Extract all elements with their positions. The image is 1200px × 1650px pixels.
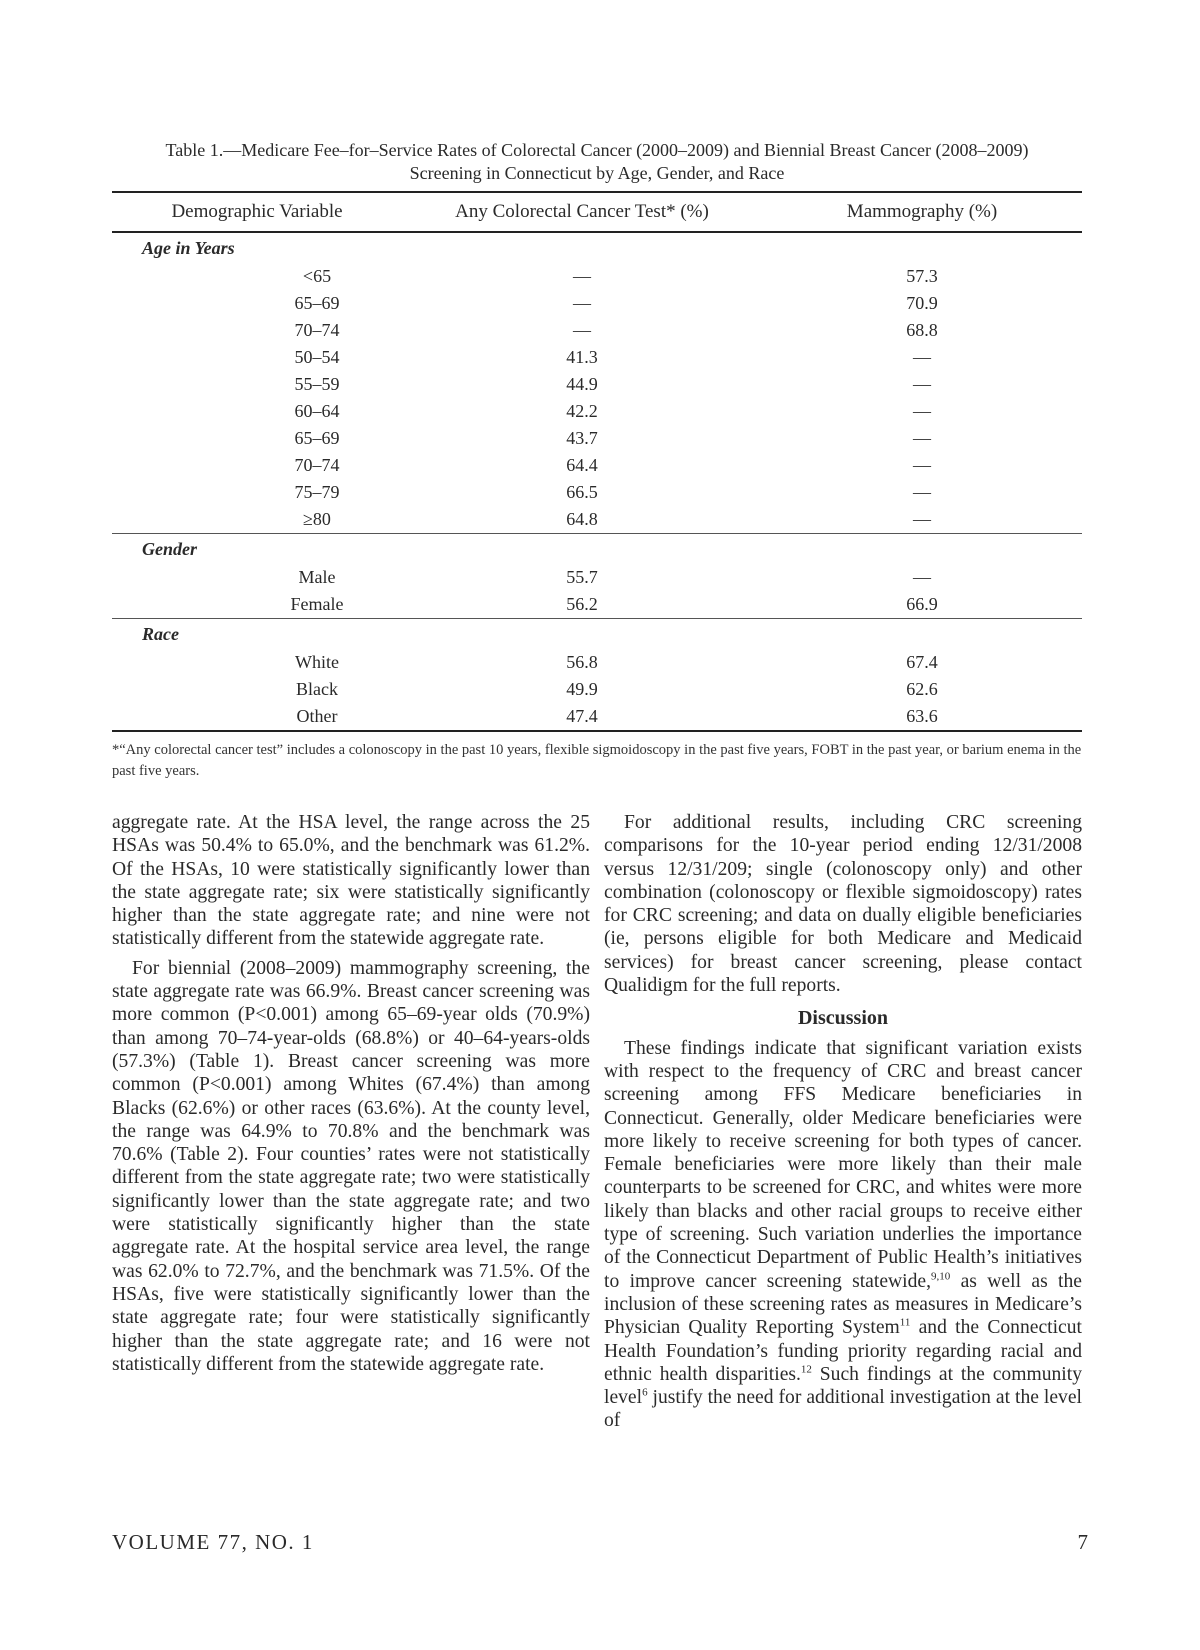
- citation: 6: [642, 1386, 648, 1399]
- colorectal-cell: 47.4: [402, 703, 762, 731]
- caption-line-2: Screening in Connecticut by Age, Gender, and Race: [409, 163, 785, 183]
- table-row: [112, 564, 1082, 591]
- mammography-cell: 70.9: [906, 293, 938, 313]
- mammography-cell: 67.4: [906, 652, 938, 672]
- table-row: [112, 317, 1082, 344]
- table-row: [112, 290, 1082, 317]
- header-colorectal: Any Colorectal Cancer Test* (%): [402, 192, 762, 232]
- mammography-cell: —: [913, 347, 931, 367]
- demographic-cell: 55–59: [294, 374, 340, 394]
- discussion-heading: Discussion: [797, 1007, 889, 1030]
- left-paragraph-1: aggregate rate. At the HSA level, the range across the 25 HSAs was 50.4% to 65.0%, and the benchmark was 61.2%. Of the HSAs, 10 were statistically significantly lower than the state aggregate rate; six were statistically significantly higher than the state aggregate rate; and nine were not statistically different from the statewide aggregate rate.: [112, 812, 590, 950]
- right-paragraph-2: [604, 1037, 1082, 1433]
- citation: 12: [800, 1363, 812, 1376]
- table-row: [112, 398, 1082, 425]
- mammography-cell: 63.6: [762, 703, 1082, 731]
- group-label: Gender: [112, 534, 1082, 565]
- text-span: These findings indicate that significant variation exists with respect to the frequency of CRC and breast cancer screening among FFS Medicare beneficiaries in Connecticut. Generally, older Medicare beneficiaries were more likely to receive screening for both types of cancer. Female beneficiaries were more likely than their male counterparts to be screened for CRC, and whites were more likely than blacks and other racial groups to receive either type of screening. Such variation underlies the importance of the Connecticut Department of Public Health’s initiatives to improve cancer screening statewide,: [604, 1037, 1082, 1292]
- demographic-cell: <65: [302, 266, 332, 286]
- colorectal-cell: 41.3: [566, 347, 598, 367]
- demographic-cell: Male: [298, 567, 336, 587]
- table-group-row: [112, 232, 1082, 263]
- text-span: Such findings at the community level: [604, 1363, 1082, 1409]
- mammography-cell: 62.6: [906, 679, 938, 699]
- colorectal-cell: 43.7: [566, 428, 598, 448]
- table-row: [112, 703, 1082, 731]
- demographic-cell: Female: [290, 594, 344, 614]
- demographic-cell: 70–74: [294, 455, 340, 475]
- mammography-cell: —: [913, 455, 931, 475]
- group-label: Age in Years: [142, 238, 235, 258]
- data-table: [112, 191, 1082, 732]
- colorectal-cell: 42.2: [566, 401, 598, 421]
- demographic-cell: 65–69: [294, 293, 340, 313]
- table-block: [112, 139, 1082, 782]
- colorectal-cell: 64.8: [566, 509, 598, 529]
- mammography-cell: —: [913, 428, 931, 448]
- mammography-cell: 66.9: [906, 594, 938, 614]
- page-number: 7: [1077, 1530, 1088, 1554]
- colorectal-cell: 66.5: [566, 482, 598, 502]
- colorectal-cell: —: [573, 320, 591, 340]
- table-row: [112, 263, 1082, 290]
- text-span: and the Connecticut Health Foundation’s funding priority regarding racial and ethnic health disparities.: [604, 1317, 1082, 1385]
- colorectal-cell: —: [573, 293, 591, 313]
- demographic-cell: 60–64: [294, 401, 340, 421]
- text-span: as well as the inclusion of these screening rates as measures in Medicare’s Physician Quality Reporting System: [604, 1270, 1082, 1339]
- right-paragraph-1: For additional results, including CRC screening comparisons for the 10-year period ending 12/31/2008 versus 12/31/209; single (colonoscopy only) and other combination (colonoscopy or flexible sigmoidoscopy) rates for CRC screening; and data on dually eligible beneficiaries (ie, persons eligible for both Medicare and Medicaid services) for breast cancer screening, please contact Qualidigm for the full reports.: [604, 812, 1082, 997]
- table-row: [112, 591, 1082, 619]
- mammography-cell: 68.8: [906, 320, 938, 340]
- demographic-cell: 70–74: [294, 320, 340, 340]
- colorectal-cell: —: [573, 266, 591, 286]
- colorectal-cell: 55.7: [566, 567, 598, 587]
- left-paragraph-2: For biennial (2008–2009) mammography screening, the state aggregate rate was 66.9%. Breast cancer screening was more common (P<0.001) among 65–69-year olds (70.9%) than among 70–74-year-olds (68.8%) or 40–64-years-olds (57.3%) (Table 1). Breast cancer screening was more common (P<0.001) among Whites (67.4%) than among Blacks (62.6%) or other races (63.6%). At the county level, the range was 64.9% to 70.8% and the benchmark was 70.6% (Table 2). Four counties’ rates were not statistically different from the state aggregate rate; two were statistically significantly lower than the state aggregate rate; and two were statistically significantly higher than the state aggregate rate. At the hospital service area level, the range was 62.0% to 72.7%, and the benchmark was 71.5%. Of the HSAs, five were statistically significantly lower than the state aggregate rate; four were statistically significantly higher than the state aggregate rate; and 16 were not statistically different from the statewide aggregate rate.: [112, 957, 590, 1375]
- mammography-cell: 57.3: [906, 266, 938, 286]
- demographic-cell: Black: [296, 679, 338, 699]
- colorectal-cell: 56.8: [566, 652, 598, 672]
- colorectal-cell: 49.9: [566, 679, 598, 699]
- table-header-row: [112, 192, 1082, 232]
- mammography-cell: —: [913, 401, 931, 421]
- demographic-cell: ≥80: [303, 509, 331, 529]
- right-column: [604, 811, 1082, 1433]
- header-mammography: Mammography (%): [762, 192, 1082, 232]
- citation: 11: [899, 1316, 911, 1329]
- table-row: [112, 344, 1082, 371]
- table-body: [112, 232, 1082, 731]
- table-group-row: [112, 619, 1082, 650]
- caption-line-1: Table 1.—Medicare Fee–for–Service Rates of Colorectal Cancer (2000–2009) and Biennial Breast Cancer (2008–2009): [165, 140, 1029, 160]
- text-span: justify the need for additional investigation at the level of: [604, 1387, 1082, 1432]
- demographic-cell: 50–54: [294, 347, 340, 367]
- colorectal-cell: 56.2: [566, 594, 598, 614]
- table-row: [112, 506, 1082, 534]
- demographic-cell: Other: [112, 703, 402, 731]
- table-row: [112, 676, 1082, 703]
- table-row: [112, 371, 1082, 398]
- table-row: [112, 452, 1082, 479]
- table-group-row: [112, 534, 1082, 565]
- table-caption: [112, 139, 1082, 185]
- mammography-cell: —: [913, 567, 931, 587]
- demographic-cell: White: [295, 652, 339, 672]
- header-demographic: Demographic Variable: [112, 192, 402, 232]
- demographic-cell: 75–79: [294, 482, 340, 502]
- table-footnote: *“Any colorectal cancer test” includes a colonoscopy in the past 10 years, flexible sigmoidoscopy in the past five years, FOBT in the past year, or barium enema in the past five years.: [112, 742, 1082, 779]
- table-row: [112, 425, 1082, 452]
- citation: 9,10: [931, 1270, 951, 1283]
- group-label: Race: [112, 619, 1082, 650]
- table-row: [112, 479, 1082, 506]
- mammography-cell: —: [913, 374, 931, 394]
- colorectal-cell: 64.4: [566, 455, 598, 475]
- colorectal-cell: 44.9: [566, 374, 598, 394]
- table-row: [112, 649, 1082, 676]
- mammography-cell: —: [913, 482, 931, 502]
- journal-volume: VOLUME 77, NO. 1: [112, 1530, 314, 1554]
- demographic-cell: 65–69: [294, 428, 340, 448]
- left-column: [112, 811, 590, 1376]
- mammography-cell: —: [913, 509, 931, 529]
